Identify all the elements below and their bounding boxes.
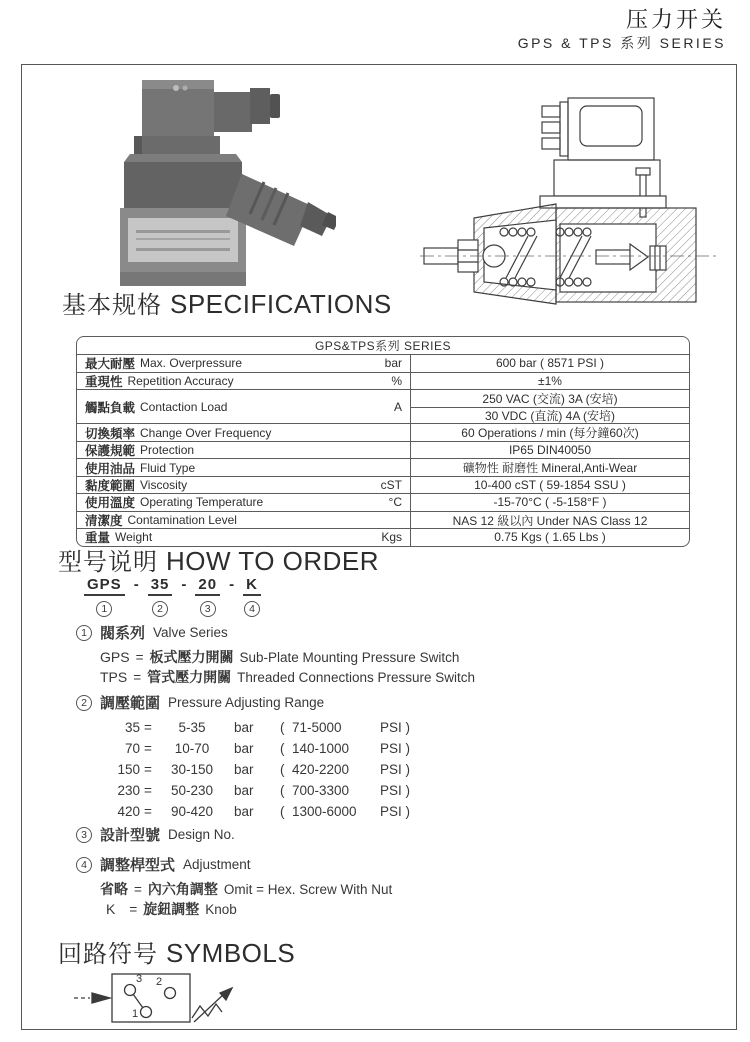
switch-upper-block (124, 162, 242, 212)
circled-number: 3 (200, 601, 216, 617)
row-unit: A (329, 390, 411, 424)
circled-number: 4 (76, 857, 92, 873)
port-label-1: 1 (132, 1008, 139, 1020)
row-name-en: Viscosity (140, 477, 188, 492)
how-to-order-heading-cn: 型号说明 (58, 549, 158, 576)
pressure-range-row: 70 = 10-70 bar ( 140-1000 PSI ) (124, 741, 411, 756)
row-value: 0.75 Kgs ( 1.65 Lbs ) (494, 530, 606, 545)
model-code-part: 20 (195, 576, 220, 596)
port-label-3: 3 (136, 973, 143, 985)
row-name-en: Max. Overpressure (140, 356, 243, 371)
cross-section-drawing (420, 92, 738, 320)
code-dash: - (229, 576, 235, 593)
adjust-arrow-head-icon (220, 988, 232, 1000)
row-value: 60 Operations / min (每分鐘60次) (461, 426, 639, 440)
row-name-cn: 保護規範 (85, 443, 136, 458)
item-title-cn: 調壓範圍 (100, 695, 161, 712)
item-title-cn: 設計型號 (100, 827, 161, 844)
order-option-line: GPS = 板式壓力開關 Sub-Plate Mounting Pressure Switch (100, 649, 460, 665)
circled-number: 1 (76, 625, 92, 641)
row-name-cn: 重現性 (85, 374, 123, 389)
table-row (77, 354, 689, 372)
contact-1 (141, 1007, 152, 1018)
item-title-cn: 閥系列 (100, 625, 146, 642)
row-value: 10-400 cST ( 59-1854 SSU ) (474, 477, 626, 492)
row-name-en: Contamination Level (127, 513, 237, 527)
row-name-cn: 重量 (85, 531, 111, 546)
row-name-en: Weight (115, 530, 153, 545)
order-option-line: 省略 = 內六角調整 Omit = Hex. Screw With Nut (100, 881, 393, 897)
row-name-en: Change Over Frequency (140, 425, 272, 440)
circled-number: 1 (96, 601, 112, 617)
circled-number: 3 (76, 827, 92, 843)
row-value: IP65 DIN40050 (508, 442, 592, 457)
code-dash: - (133, 576, 139, 593)
specifications-heading-cn: 基本规格 (62, 292, 162, 319)
row-name-en: Protection (140, 442, 195, 457)
model-code-part: K (243, 576, 261, 596)
order-option-line: TPS = 管式壓力開關 Threaded Connections Pressure Switch (100, 669, 475, 685)
series-subtitle: GPS & TPS 系列 SERIES (517, 35, 726, 51)
product-photo (118, 76, 336, 290)
row-unit: % (329, 373, 411, 390)
how-to-order-heading-en: HOW TO ORDER (166, 546, 380, 576)
row-unit (329, 459, 411, 476)
row-unit: °C (329, 494, 411, 511)
row-unit (329, 442, 411, 459)
row-name-en: Contaction Load (140, 400, 228, 414)
row-name-cn: 使用溫度 (85, 496, 136, 511)
row-value: NAS 12 級以內 Under NAS Class 12 (452, 513, 648, 528)
row-value: ±1% (538, 373, 562, 388)
order-item-pressure-range (76, 692, 410, 822)
row-unit: cST (329, 477, 411, 494)
symbols-heading-cn: 回路符号 (58, 941, 158, 968)
table-row (77, 441, 689, 459)
table-row (77, 389, 689, 423)
row-name-cn: 切換頻率 (85, 426, 136, 441)
table-row (77, 423, 689, 441)
spring-zigzag (192, 1004, 222, 1018)
circled-number: 2 (76, 695, 92, 711)
symbols-heading-en: SYMBOLS (166, 938, 296, 968)
how-to-order-heading (58, 542, 379, 577)
row-value: 250 VAC (交流) 3A (安培) (482, 391, 618, 406)
pressure-range-row: 420 = 90-420 bar ( 1300-6000 PSI ) (117, 804, 411, 819)
item-title-en: Valve Series (153, 625, 228, 640)
row-name-cn: 觸點負載 (85, 401, 136, 415)
table-row (77, 511, 689, 529)
row-name-cn: 清潔度 (85, 514, 123, 528)
specifications-heading-en: SPECIFICATIONS (170, 289, 392, 319)
model-code-part: 35 (148, 576, 173, 596)
order-item-design-no (76, 824, 235, 845)
circled-number: 4 (244, 601, 260, 617)
specifications-heading (62, 285, 392, 320)
circuit-symbol (70, 962, 310, 1026)
row-name-cn: 黏度範圍 (85, 478, 136, 493)
row-unit (329, 424, 411, 441)
pressure-range-row: 230 = 50-230 bar ( 700-3300 PSI ) (117, 783, 411, 798)
contact-3 (125, 985, 136, 996)
row-name-en: Repetition Accuracy (127, 373, 234, 388)
spec-table-header: GPS&TPS系列 SERIES (314, 339, 452, 353)
model-code-line (84, 576, 261, 617)
item-title-en: Pressure Adjusting Range (168, 695, 325, 710)
circled-number: 2 (152, 601, 168, 617)
cable-gland (250, 88, 270, 124)
row-value: 30 VDC (直流) 4A (安培) (411, 407, 689, 425)
row-value: 礦物性 耐磨性 Mineral,Anti-Wear (462, 461, 638, 475)
table-row (77, 458, 689, 476)
port-label-2: 2 (156, 976, 163, 988)
table-row (77, 493, 689, 511)
table-row (77, 372, 689, 390)
contact-blade (133, 994, 143, 1008)
pressure-range-row: 35 = 5-35 bar ( 71-5000 PSI ) (124, 720, 411, 735)
item-title-en: Design No. (168, 827, 235, 842)
row-unit (329, 512, 411, 529)
spec-table (76, 336, 690, 547)
order-item-adjustment (76, 854, 392, 919)
code-dash: - (181, 576, 187, 593)
row-value: -15-70°C ( -5-158°F ) (493, 495, 607, 510)
row-name-cn: 最大耐壓 (85, 357, 136, 372)
model-code-part: GPS (84, 576, 125, 596)
row-unit: bar (329, 355, 411, 372)
din-connector-outline (568, 98, 654, 160)
row-name-en: Fluid Type (140, 460, 196, 475)
flow-arrow-icon (92, 993, 110, 1003)
row-name-cn: 使用油品 (85, 461, 136, 476)
table-row (77, 476, 689, 494)
contact-2 (165, 988, 176, 999)
pressure-range-row: 150 = 30-150 bar ( 420-2200 PSI ) (117, 762, 411, 777)
row-value: 600 bar ( 8571 PSI ) (495, 356, 605, 371)
order-item-valve-series (76, 622, 475, 687)
row-unit: Kgs (329, 529, 411, 546)
page-title: 压力开关 (625, 7, 726, 32)
item-title-cn: 調整桿型式 (100, 857, 176, 874)
item-title-en: Adjustment (183, 857, 251, 872)
order-option-line: K = 旋鈕調整 Knob (106, 901, 237, 917)
row-name-en: Operating Temperature (140, 495, 264, 510)
